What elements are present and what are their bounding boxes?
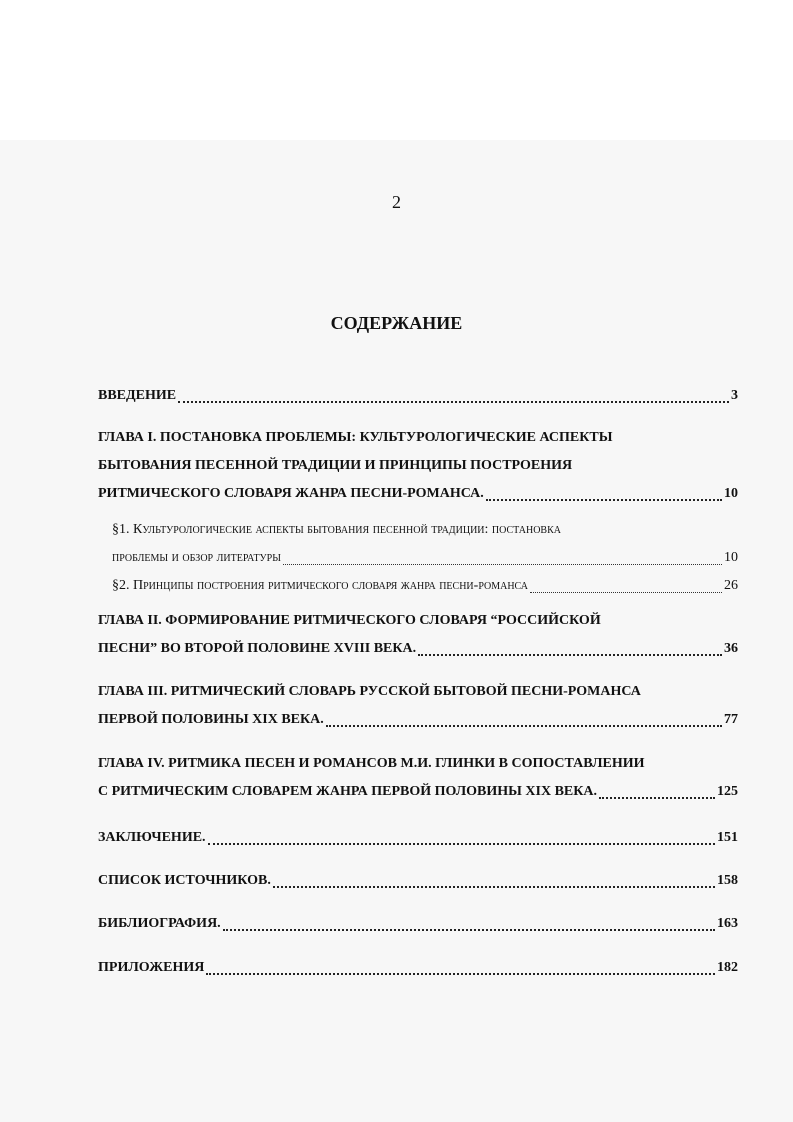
toc-entry-label: ВВЕДЕНИЕ: [98, 388, 177, 403]
toc-entry-section-2[interactable]: [98, 572, 738, 600]
toc-title: СОДЕРЖАНИЕ: [330, 313, 463, 333]
toc-page-number: 125: [717, 784, 738, 799]
dot-leader: [486, 499, 722, 501]
dot-leader: [223, 929, 715, 931]
toc-entry-bibliography[interactable]: [98, 910, 738, 938]
toc-entry-label-line: §1. Культурологические аспекты бытования песенной традиции: постановка: [112, 522, 561, 537]
dot-leader: [326, 725, 722, 727]
toc-entry-label-line: ГЛАВА II. ФОРМИРОВАНИЕ РИТМИЧЕСКОГО СЛОВАРЯ “РОССИЙСКОЙ: [98, 613, 601, 628]
toc-entry-label-line: ПЕРВОЙ ПОЛОВИНЫ XIX ВЕКА.: [98, 712, 324, 727]
toc-entry-sources[interactable]: [98, 867, 738, 895]
toc-page-number: 36: [724, 641, 738, 656]
toc-entry-label: §2. Принципы построения ритмического словаря жанра песни-романса: [112, 578, 528, 593]
toc-entry-label: БИБЛИОГРАФИЯ.: [98, 916, 221, 931]
toc-entry-chapter-2[interactable]: [98, 607, 738, 663]
dot-leader: [208, 843, 715, 845]
toc-entry-label: ПРИЛОЖЕНИЯ: [98, 960, 205, 975]
toc-entry-label: СПИСОК ИСТОЧНИКОВ.: [98, 873, 271, 888]
dot-leader: [178, 401, 729, 403]
toc-entry-label-line: РИТМИЧЕСКОГО СЛОВАРЯ ЖАНРА ПЕСНИ-РОМАНСА.: [98, 486, 484, 501]
toc-page-number: 151: [717, 830, 738, 845]
toc-page-number: 77: [724, 712, 738, 727]
toc-page-number: 26: [724, 578, 738, 593]
toc-page-number: 10: [724, 550, 738, 565]
page-number: 2: [392, 192, 401, 212]
dot-leader: [599, 797, 715, 799]
toc-page-number: 3: [731, 388, 738, 403]
toc-entry-appendix[interactable]: [98, 954, 738, 982]
toc-entry-chapter-4[interactable]: [98, 750, 738, 806]
toc-entry-label-line: проблемы и обзор литературы: [112, 550, 281, 565]
toc-entry-label-line: С РИТМИЧЕСКИМ СЛОВАРЕМ ЖАНРА ПЕРВОЙ ПОЛОВИНЫ XIX ВЕКА.: [98, 784, 598, 799]
toc-entry-section-1[interactable]: [98, 516, 738, 572]
toc-entry-label-line: ПЕСНИ” ВО ВТОРОЙ ПОЛОВИНЕ XVIII ВЕКА.: [98, 641, 417, 656]
toc-entry-label-line: ГЛАВА III. РИТМИЧЕСКИЙ СЛОВАРЬ РУССКОЙ БЫТОВОЙ ПЕСНИ-РОМАНСА: [98, 684, 641, 699]
toc-entry-label-line: ГЛАВА I. ПОСТАНОВКА ПРОБЛЕМЫ: КУЛЬТУРОЛОГИЧЕСКИЕ АСПЕКТЫ: [98, 430, 613, 445]
dot-leader: [283, 564, 722, 565]
dot-leader: [273, 886, 715, 888]
toc-page-number: 182: [717, 960, 738, 975]
dot-leader: [418, 654, 722, 656]
toc-entry-label: ЗАКЛЮЧЕНИЕ.: [98, 830, 206, 845]
dot-leader: [530, 592, 722, 593]
toc-entry-chapter-1[interactable]: [98, 424, 738, 508]
toc-page-number: 158: [717, 873, 738, 888]
toc-entry-conclusion[interactable]: [98, 824, 738, 852]
toc-entry-chapter-3[interactable]: [98, 678, 738, 734]
toc-entry-label-line: ГЛАВА IV. РИТМИКА ПЕСЕН И РОМАНСОВ М.И. ГЛИНКИ В СОПОСТАВЛЕНИИ: [98, 756, 645, 771]
toc-entry-intro[interactable]: [98, 382, 738, 410]
dot-leader: [206, 973, 715, 975]
toc-page-number: 163: [717, 916, 738, 931]
toc-page-number: 10: [724, 486, 738, 501]
toc-entry-label-line: БЫТОВАНИЯ ПЕСЕННОЙ ТРАДИЦИИ И ПРИНЦИПЫ ПОСТРОЕНИЯ: [98, 458, 573, 473]
